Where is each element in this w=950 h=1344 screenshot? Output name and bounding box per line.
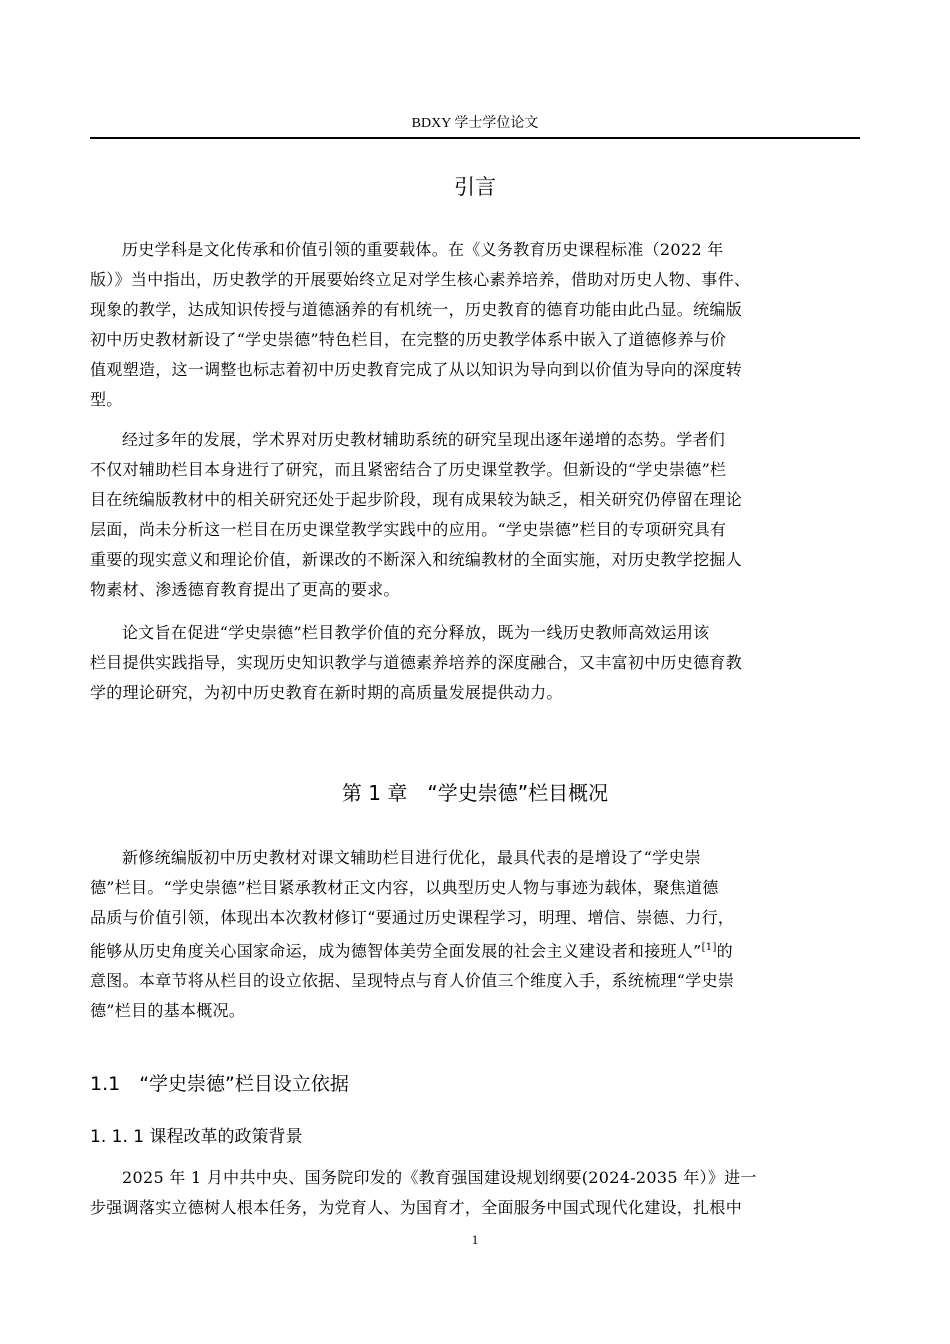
running-header: BDXY 学士学位论文 (90, 115, 860, 139)
chapter-1-title: 第 1 章 “学史崇德”栏目概况 (341, 781, 609, 805)
text-line: 德”栏目的基本概况。 (90, 1001, 246, 1021)
section-1-1-title: 1.1 “学史崇德”栏目设立依据 (90, 1073, 349, 1095)
text-line: 历史学科是文化传承和价值引领的重要载体。在《义务教育历史课程标准（2022 年 (122, 240, 724, 259)
section-1-1-1-paragraph (90, 1163, 860, 1223)
text-line: 物素材、渗透德育教育提出了更高的要求。 (90, 580, 400, 599)
text-line: 不仅对辅助栏目本身进行了研究，而且紧密结合了历史课堂教学。但新设的“学史崇德”栏 (90, 460, 727, 479)
text-line: 新修统编版初中历史教材对课文辅助栏目进行优化，最具代表的是增设了“学史崇 (122, 848, 701, 867)
text-line: 经过多年的发展，学术界对历史教材辅助系统的研究呈现出逐年递增的态势。学者们 (122, 430, 726, 449)
page-number: 1 (471, 1232, 479, 1247)
text-line: 步强调落实立德树人根本任务，为党育人、为国育才，全面服务中国式现代化建设，扎根中 (90, 1198, 743, 1217)
text-line: 论文旨在促进“学史崇德”栏目教学价值的充分释放，既为一线历史教师高效运用该 (122, 623, 710, 642)
text-line (90, 933, 860, 966)
text-line: 版）》当中指出，历史教学的开展要始终立足对学生核心素养培养，借助对历史人物、事件、 (90, 270, 751, 289)
text-line: 层面，尚未分析这一栏目在历史课堂教学实践中的应用。“学史崇德”栏目的专项研究具有 (90, 520, 727, 539)
intro-paragraph-2 (90, 425, 860, 605)
citation-ref[interactable]: [1] (701, 942, 717, 953)
text-line: 值观塑造，这一调整也标志着初中历史教育完成了从以知识为导向到以价值为导向的深度转 (90, 360, 743, 379)
text-line: 初中历史教材新设了“学史崇德”特色栏目，在完整的历史教学体系中嵌入了道德修养与价 (90, 330, 727, 349)
text-line: 品质与价值引领，体现出本次教材修订“要通过历史课程学习，明理、增信、崇德、力行， (90, 908, 735, 927)
text-line: 栏目提供实践指导，实现历史知识教学与道德素养培养的深度融合，又丰富初中历史德育教 (90, 653, 743, 672)
text-line: 目在统编版教材中的相关研究还处于起步阶段，现有成果较为缺乏，相关研究仍停留在理论 (90, 490, 743, 509)
text-line: 现象的教学，达成知识传授与道德涵养的有机统一，历史教育的德育功能由此凸显。统编版 (90, 300, 743, 319)
text-fragment: 的 (716, 941, 733, 961)
section-1-1-1-title: 1. 1. 1 课程改革的政策背景 (90, 1127, 303, 1147)
intro-paragraph-3 (90, 618, 860, 708)
text-fragment: 能够从历史角度关心国家命运，成为德智体美劳全面发展的社会主义建设者和接班人” (90, 941, 702, 961)
text-line: 意图。本章节将从栏目的设立依据、呈现特点与育人价值三个维度入手，系统梳理“学史崇 (90, 971, 735, 991)
chapter-1-paragraph-1 (90, 843, 860, 1026)
text-line: 2025 年 1 月中共中央、国务院印发的《教育强国建设规划纲要(2024-2035 年）》进一 (122, 1168, 757, 1187)
text-line: 德”栏目。“学史崇德”栏目紧承教材正文内容，以典型历史人物与事迹为载体，聚焦道德 (90, 878, 719, 897)
text-line: 重要的现实意义和理论价值，新课改的不断深入和统编教材的全面实施，对历史教学挖掘人 (90, 550, 743, 569)
intro-title: 引言 (454, 175, 496, 199)
text-line: 型。 (90, 390, 123, 409)
intro-paragraph-1 (90, 235, 860, 415)
text-line: 学的理论研究，为初中历史教育在新时期的高质量发展提供动力。 (90, 683, 563, 702)
